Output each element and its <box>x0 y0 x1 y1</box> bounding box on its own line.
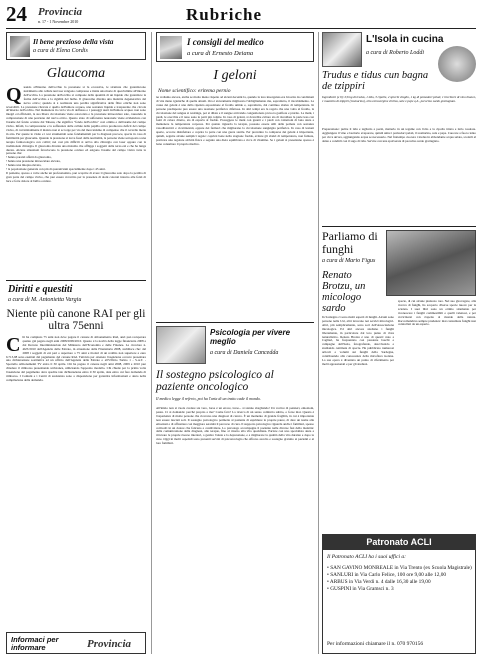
list-item: • ARBUS in Via Verdi n. 4 dalle 16,30 alle 19,00 <box>327 579 473 586</box>
ingredients-text: Ingredienti (x 6): 0,6 kg di trudus, 1 tidu, 3 cipolle, 2 spicchi d'aglio, 1 kg di pomodori pelati, 1 bicchiere di vino bianco, 1 mazzetto di tzippiri (rosmarino), olio extravergine d'oliva, sale e pepe q.b., pecorino sardo grattugiato. <box>322 96 476 103</box>
article-title: Glaucoma <box>46 66 106 81</box>
dropcap: Q <box>6 86 22 106</box>
body-text: Questo stato di sofferenza neuronale viene evidenziato con l'esame del fondo oculare dal Tabeau, che significa "fondo dell'occhio" così ottimo e dall'esame del campo visivo. Infatti, la compressione e la sofferenza delle cellule della papilla ottica producono deficit del campo visivo, di cui inizialmente il malato non si accorge per via del meccanismo di compenso che il cervello mette in atto. Per queste le visite e i test strumentali sono fondamentali per la diagnosi precoce, specie in caso di familiarità per glaucoma. Quando la pressione si trova fuori dalla normalità, la persona viene sottoposta a una terapia farmacologica con colliri; nei casi più difficili si arriva alla chirurgia con laser oppure con la tradizionale chirurgia. Il glaucoma diventa una malattia che affligge i soggetti della terza età e che ha lunga durata. <box>6 116 146 152</box>
col2-rubric-box <box>156 32 314 62</box>
body-text: hi ha compiuto 75 anni non deve pagare il canone di abbonamento RAI, anzi può recuperare quanto già pagato negli anni 2008/2009/2010. Questo è la novità della legge finanziaria 2008 e dal Decreto Interministeriale del Ministero dell'Economia e delle Finanze. La circolare n. 46/E/2010 dell'Agenzia delle Entrate, in attuazione della Finanziaria 2008, stabilisce che: dal 2008 i soggetti di età pari o superiore a 75 anni e titolari di un reddito non superiore a euro 6.713,98 sono esentati dal pagamento del canone RAI. Tuttavia per ottenere l'esenzione occorre presentare una dichiarazione sostitutiva ad un ufficio dell'Agenzia delle Entrate o all'Ufficio Torino 1 - S.A.T. - Sportello Abbonamenti TV entro il 30 aprile. Chi ha pagato il canone negli anni 2008, 2009 e 2010 può chiedere il rimborso presentando un'istanza, utilizzando l'apposito modello. Chi chiede per la prima volta l'esenzione dal pagamento deve spedire tale dichiarazione entro il 30 aprile, data entro cui fare domanda di rimborso. I Comuni e i Centri di assistenza sono a disposizione per garantire informazioni e aiuto nella compilazione della domanda. <box>6 336 146 382</box>
bullet-list <box>6 156 146 172</box>
list-item: • hanno una miopia elevata, <box>6 164 146 168</box>
chef-photo <box>322 32 362 67</box>
header-rule <box>6 28 476 29</box>
article-body <box>398 300 476 530</box>
article-body <box>322 128 476 222</box>
body-text: Preparazione: pulire il tidu e tagliarlo a pezzi, metterlo in un tegame con l'olio e la cipolla tritata e farlo rosolare. Aggiungere il vino e lasciarlo evaporare, quindi unire i pomodori pelati, il rosmarino, sale e pepe. Cuocere a fuoco lento per circa un'ora, aggiungendo acqua se necessario. Nel frattempo cuocere i trudus in abbondante acqua salata, scolarli al dente e condirli con il sugo di tidu. Servire con una spolverata di pecorino sardo grattugiato. <box>322 128 476 143</box>
rubric-author: a cura di Daniela Cancedda <box>210 350 279 356</box>
section-heading: Parliamo di funghi <box>322 229 378 256</box>
list-item: • SANLURI in Via Carlo Felice, 100 ore 9,00 alle 12,00 <box>327 572 473 579</box>
body-text: specie, di cui alcune piuttosto rare. Nel suo girovagare, alla ricerca di funghi, ha scoperto diverse specie nuove per la scienza. I suoi libri sono un ottimo strumento per riconoscere i funghi commestibili e quelli velenosi, e per avvicinarsi con rispetto al mondo della natura. Raccomandava sempre prudenza: mai consumare funghi non controllati da un esperto. <box>398 300 476 327</box>
page-number: 24 <box>6 2 27 26</box>
eye-photo <box>10 36 30 57</box>
body-text: Il paziente, spesso a volte anche un professionista, può scoprire di avere il glaucoma solo dopo la perdita di gran parte del campo visivo, che può essere avvertito per la presenza di aloni colorati intorno alle fonti di luce e forte dolore al bulbo oculare. <box>6 170 146 183</box>
masthead-logo: Provincia <box>38 6 82 18</box>
list-item: • hanno parenti affetti da glaucoma, <box>6 156 146 160</box>
body-text: Per prevenire la comparsa dei geloni è importante, quindi, seguire alcune semplici regole: coprirsi bene nella stagione fredda, evitare gli sbalzi di temperatura, non fumare, praticare una regolare attività fisica e seguire una dieta equilibrata e ricca di vitamine. Se i geloni si presentano spesso è bene consultare il proprio medico. <box>156 130 314 146</box>
article-body <box>156 407 314 654</box>
informaci-box <box>6 632 146 654</box>
col1-rubric-box <box>6 32 146 60</box>
list-item: • GUSPINI in Via Gramsci n. 3 <box>327 586 473 593</box>
body-text: In Sardegna ci sono molti esperti di funghi. Alcuni sono persone nelle Usl, altri lavorano nei servizi micologici. Altri, più semplicemente, sono soci dell'Associazione micologica. Ed altri ancora studiano i funghi liberamente, in particolare dal loro punto di vista naturalistico. Renato Brotzu è uno di questi: nato a Cagliari, ha frequentato con passione boschi e campagne dell'Isola, fotografando, descrivendo e studiando centinaia di specie. Ha pubblicato numerosi articoli e volumi sui funghi della Sardegna, contribuendo alla conoscenza della micoflora isolana. La sua opera è diventata un punto di riferimento per molti appassionati e per gli studiosi. <box>322 316 394 366</box>
col1-divider <box>6 280 146 281</box>
article-title: Il sostegno psicologico al paziente oncologico <box>156 369 274 393</box>
patronato-footer: Per informazioni chiamare il n. 070 970156 <box>327 641 424 647</box>
footer-logo: Provincia <box>87 638 131 650</box>
rubric-title: I consigli del medico <box>187 37 264 47</box>
article-body <box>6 336 146 628</box>
rubric-author: a cura di Roberto Loddi <box>366 50 424 56</box>
list-item: • SAN GAVINO MONREALE in Via Trento (ex Scuola Magistrale) <box>327 565 473 572</box>
article-body <box>156 96 314 318</box>
body-text: uando all'interno dell'occhio la pressione si fa eccessiva, le strutture che garantiscono nutrimento alle cellule nervose vengono compresse e inizia una morte di quest'ultime all'interno dell'occhio. La pressione dell'occhio si compone della quantità di un liquido che garantisce la forma dell'occhio e la rigidità del bulbo. Il glaucoma diventa una malattia degenerativa del nervo ottico; quando si è realizzata una perdita significativa delle fibre ottiche non sono reversibili. La pressione rilevata è quella dell'umore acqueo, una sostanza liquida e trasparente che circola all'interno dell'occhio. Nel mantenere in cui la via di deflusso o i passaggi usati dall'umore acqueo non sono integri ed efficienti, la sua libera circolazione viene ostacolata e la pressione intraoculare sale, causando la compressione di una porzione del nervo ottico. <box>6 86 146 121</box>
dropcap: C <box>6 336 21 356</box>
recipe-ingredients <box>322 96 476 126</box>
rubric-author: a cura di Mario Figus <box>322 258 376 264</box>
col2-divider <box>156 322 314 323</box>
article-body <box>322 316 394 530</box>
column-divider <box>151 32 152 654</box>
patronato-intro: Il Patronato ACLI ha i suoi uffici a: <box>327 554 406 560</box>
rubric-title: Il bene prezioso della vista <box>33 37 114 46</box>
psychology-photo <box>156 326 206 364</box>
body-text: All'inizio non si vuole credere sia vero, forse è un errore, forse... si stanno sbagliando! Un vortice di pensieri, emozioni, paure. Ci si domanda: perché proprio a me? Come farò? La ricerca di un senso comincia subito, o forse mai. Questa è l'esperienza di molte persone che ricevono una diagnosi di cancro. È un momento di grande fragilità, in cui è importante non essere lasciati soli. Il sostegno psicologico permette al paziente di esprimere le proprie paure, di dare un nome alle emozioni e di affrontare con maggiore serenità il percorso di cura. Il supporto psicologico riguarda anche i familiari, spesso coinvolti in un dolore che faticano a condividere. Lo psicologo accompagna il paziente nelle diverse fasi della malattia: dalla comunicazione della diagnosi, alle terapie, fino al ritorno alla vita quotidiana. Parlare con uno specialista aiuta a ritrovare le proprie risorse interiori, a gestire l'ansia e la depressione, e a migliorare la qualità della vita durante e dopo le cure. Oggi in molti ospedali sono presenti servizi di psiconcologia che offrono ascolto e sostegno gratuito ai pazienti e ai loro familiari. <box>156 407 314 446</box>
patronato-title: Patronato ACLI <box>323 535 475 550</box>
page-header <box>6 4 476 28</box>
rubric-title: L'Isola in cucina <box>366 34 444 45</box>
list-item: • hanno una pressione intraoculare elevata, <box>6 160 146 164</box>
rubric-author: a cura di Ernesto Deiana <box>187 50 254 57</box>
col3-divider <box>322 226 476 227</box>
column-divider <box>318 32 319 654</box>
rubric-author: a cura di M. Antonietta Vargiu <box>8 297 82 303</box>
article-subtitle: Nome scientifico: eritema pernio <box>158 88 231 94</box>
mushroom-photo <box>386 230 476 296</box>
doctor-photo <box>160 36 182 59</box>
rubric-title: Diritti e questiti <box>8 284 73 295</box>
article-title: Niente più canone RAI per gli ultra 75enni <box>6 308 146 332</box>
list-item: • la popolazione generale con più di quarant'anni specialmente dopo i 45 anni. <box>6 168 146 172</box>
rubric-title: Psicologia per vivere meglio <box>210 328 291 346</box>
article-title: Renato Brotzu, un micologo sardo <box>322 270 366 314</box>
article-body <box>6 86 146 274</box>
dish-photo <box>438 46 476 82</box>
body-text: ne vediamo ancora, anche se molto meno rispetto ad alcuni decenni fa, quando la loro insorgenza era favorita da condizioni di vita meno igieniche di quelle attuali. Ora è sicuramente migliorato l'abbigliamento ma, soprattutto, il riscaldamento. La causa dei geloni è una dalla ripetuta esposizione al freddo umido e, soprattutto, dal continuo sbalzo di temperatura. In persone predisposte può essere una reazione periferica difettosa. In altri tempi era la regola che una volta al freddo, la circolazione del sangue si restringe, poi si dilata e il sangue arrivando congestionato provoca gonfiore e prurito. Le mani, i piedi, le orecchie e il naso sono le parti più colpite. In caso di geloni, si dovrebbe evitare sia di riscaldare la parte lesa con fonti di calore diretto, sia di esporla al freddo. Proteggere le mani con guanti e i piedi con calzettoni di lana aiuta a mantenere la temperatura corporea. Per quanto riguarda la terapia, possono essere utili delle pomate con sostanze vasodilatatrici e cicatrizzanti, oppure dei farmaci che migliorano la circolazione sanguigna periferica. In caso di lesioni aperte, occorre disinfettare e coprire la parte con una garza sterile. <box>156 96 314 135</box>
article-title: Trudus e tidus cun bagna de tzippiri <box>322 70 429 92</box>
body-text: Alcune situazioni favoriscono la pressione oculare ed esigono l'esame del campo visivo tutte le persone che: <box>6 147 146 156</box>
informaci-label: Informaci per informare <box>11 635 59 652</box>
issue-info: n. 17 - 1 Novembre 2010 <box>38 19 79 24</box>
rubric-author: a cura di Elena Cordis <box>33 48 88 54</box>
section-title: Rubriche <box>186 5 262 24</box>
article-title: I geloni <box>213 68 257 83</box>
office-list <box>327 565 473 593</box>
article-lead: Il medico legge il referto, poi ha l'aria di un tratto cade il mondo. <box>156 396 262 401</box>
patronato-box <box>322 534 476 654</box>
